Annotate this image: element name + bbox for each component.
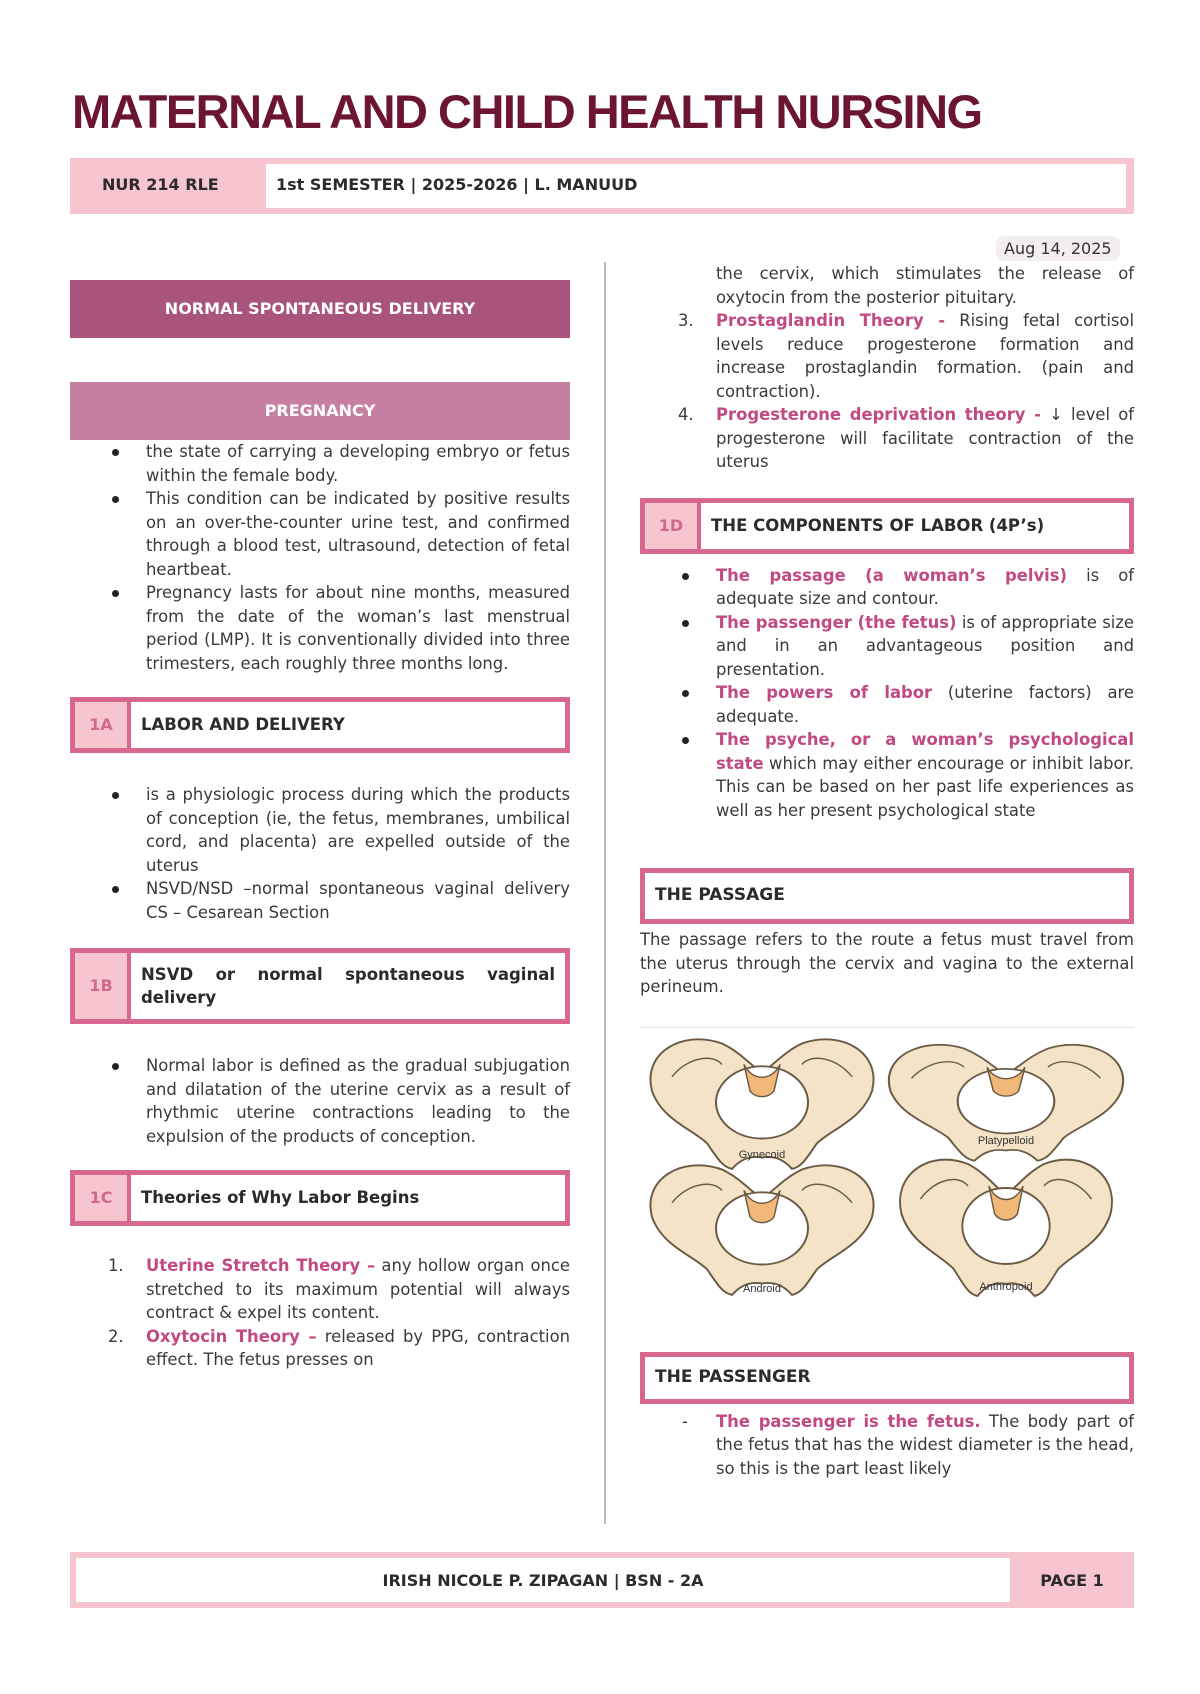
pelvis-label: Android	[743, 1282, 781, 1295]
pelvis-label: Platypelloid	[977, 1134, 1035, 1147]
item-text: Rising fetal cortisol levels reduce progesterone formation and increase prostaglandin formation. (pain and contraction).	[716, 311, 1134, 401]
item-term: The passenger (the fetus)	[716, 612, 957, 632]
list-item: This condition can be indicated by positive results on an over-the-counter urine test, and confirmed through a blood test, ultrasound, detection of fetal heartbeat.	[70, 487, 570, 581]
section-tag: 1A	[75, 702, 131, 748]
right-column	[640, 260, 1134, 1480]
footer	[70, 1552, 1134, 1608]
course-bar	[70, 158, 1134, 214]
course-info: 1st SEMESTER | 2025-2026 | L. MANUUD	[266, 164, 1126, 208]
item-text: The body part of the fetus that has the widest diameter is the head, so this is the part least likely	[716, 1411, 1134, 1478]
list-item	[604, 403, 1134, 474]
pelvis-illustration	[640, 1028, 1134, 1298]
section-1d-header	[640, 498, 1134, 554]
item-text: any hollow organ once stretched to its maximum potential will always contract & expel its content.	[146, 1256, 570, 1322]
item-number: 3.	[678, 311, 694, 330]
android-pelvis-image	[650, 1165, 873, 1295]
item-number: 4.	[678, 405, 694, 424]
item-text: ↓ level of progesterone will facilitate contraction of the uterus	[716, 405, 1135, 471]
passenger-list	[640, 1410, 1134, 1481]
section-1a-header	[70, 697, 570, 753]
section-banner: NORMAL SPONTANEOUS DELIVERY	[70, 280, 570, 338]
list-item	[640, 564, 1134, 611]
theories-list-continued	[604, 309, 1134, 474]
theories-list	[70, 1254, 570, 1372]
list-item: the state of carrying a developing embryo or fetus within the female body.	[70, 440, 570, 487]
pregnancy-list	[70, 440, 570, 675]
list-item	[70, 1254, 570, 1325]
list-item	[640, 611, 1134, 682]
passage-text: The passage refers to the route a fetus must travel from the uterus through the cervix and vagina to the external perineum.	[640, 930, 1134, 996]
list-item	[70, 1325, 570, 1372]
page-title: MATERNAL AND CHILD HEALTH NURSING	[72, 85, 982, 138]
item-term: Oxytocin Theory –	[146, 1326, 317, 1346]
pregnancy-header: PREGNANCY	[70, 382, 570, 440]
item-term: Uterine Stretch Theory –	[146, 1256, 376, 1275]
item-term: The passage (a woman’s pelvis)	[716, 565, 1068, 585]
passage-header: THE PASSAGE	[640, 868, 1134, 924]
labor-delivery-list	[70, 783, 570, 924]
section-title: Theories of Why Labor Begins	[141, 1188, 420, 1208]
pelvis-label: Gynecoid	[738, 1148, 786, 1161]
list-item	[604, 309, 1134, 403]
item-term: Progesterone deprivation theory -	[716, 405, 1041, 424]
course-code: NUR 214 RLE	[102, 175, 219, 194]
section-title: THE COMPONENTS OF LABOR (4P’s)	[711, 515, 1045, 535]
list-item	[640, 1410, 1134, 1481]
item-text: is of adequate size and contour.	[716, 565, 1134, 608]
list-item: Pregnancy lasts for about nine months, measured from the date of the woman’s last menstrual period (LMP). It is conventionally divided into three trimesters, each roughly three months long.	[70, 581, 570, 675]
date-badge: Aug 14, 2025	[996, 236, 1120, 261]
item-text: released by PPG, contraction effect. The fetus presses on	[146, 1326, 570, 1369]
list-item: NSVD/NSD –normal spontaneous vaginal delivery CS – Cesarean Section	[70, 877, 570, 924]
item-text: which may either encourage or inhibit labor. This can be based on her past life experiences as well as her present psychological state	[716, 753, 1134, 820]
list-item: is a physiologic process during which the products of conception (ie, the fetus, membranes, umbilical cord, and placenta) are expelled outside of the uterus	[70, 783, 570, 877]
continued-text: the cervix, which stimulates the release of oxytocin from the posterior pituitary.	[716, 264, 1134, 307]
item-term: The powers of labor	[716, 683, 933, 702]
passenger-header: THE PASSENGER	[640, 1352, 1134, 1404]
anthropoid-pelvis-image	[900, 1159, 1112, 1295]
pelvis-types-figure	[640, 1027, 1134, 1298]
nsvd-list	[70, 1054, 570, 1148]
item-term: The passenger is the fetus.	[716, 1411, 981, 1431]
item-term: Prostaglandin Theory -	[716, 311, 946, 330]
components-list	[640, 564, 1134, 823]
section-1b-header	[70, 948, 570, 1024]
item-number: 2.	[108, 1326, 124, 1346]
section-title: LABOR AND DELIVERY	[141, 715, 345, 735]
left-column	[70, 280, 570, 1372]
list-item: Normal labor is defined as the gradual subjugation and dilatation of the uterine cervix as a result of rhythmic uterine contractions leading to the expulsion of the products of conception.	[70, 1054, 570, 1148]
section-tag: 1D	[645, 503, 701, 549]
list-item	[640, 681, 1134, 728]
pelvis-label: Anthropoid	[979, 1280, 1033, 1293]
section-1c-header	[70, 1170, 570, 1226]
page-number: PAGE 1	[1040, 1570, 1104, 1590]
section-tag: 1B	[75, 953, 131, 1019]
section-title: NSVD or normal spontaneous vaginal delivery	[141, 964, 555, 1007]
item-text: (uterine factors) are adequate.	[716, 683, 1135, 726]
list-item	[640, 728, 1134, 822]
item-term: The psyche, or a woman’s psychological state	[716, 730, 1134, 773]
author-name: IRISH NICOLE P. ZIPAGAN | BSN - 2A	[76, 1558, 1010, 1602]
item-number: 1.	[108, 1256, 124, 1275]
section-tag: 1C	[75, 1175, 131, 1221]
item-text: is of appropriate size and in an advantageous position and presentation.	[716, 612, 1134, 679]
